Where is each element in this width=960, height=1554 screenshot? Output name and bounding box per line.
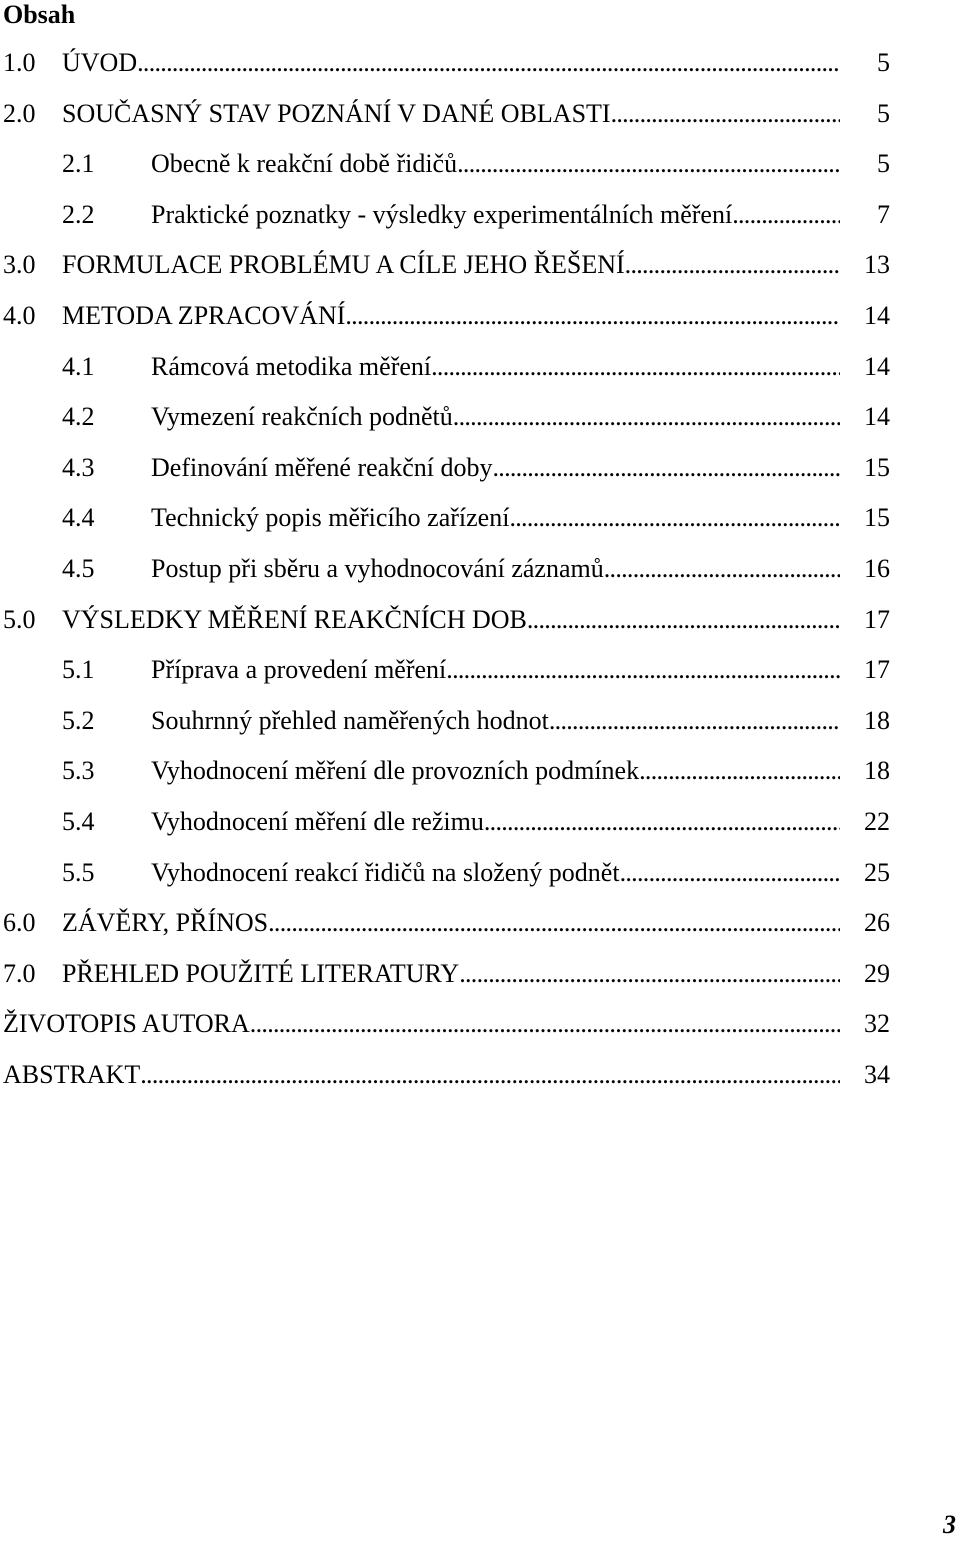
toc-entry-link[interactable] [151,645,840,696]
toc-dot-leader [140,1050,840,1101]
toc-entry-link[interactable] [62,949,840,1000]
toc-dot-leader [625,240,840,291]
toc-entry[interactable] [0,392,960,443]
toc-dot-leader [527,595,840,646]
toc-entry[interactable] [0,544,960,595]
toc-entry-title: SOUČASNÝ STAV POZNÁNÍ V DANÉ OBLASTI [62,98,611,128]
toc-entry-page: 16 [864,553,890,583]
toc-entry-number: 5.4 [62,806,95,836]
toc-entry-number: 4.2 [62,402,95,432]
toc-entry-number: 4.4 [62,503,95,533]
toc-entry-number: 2.0 [3,98,36,128]
toc-entry-link[interactable] [151,544,840,595]
toc-dot-leader [459,949,840,1000]
toc-entry[interactable] [0,240,960,291]
toc-entry-number: 5.5 [62,857,95,887]
toc-entry-title: ŽIVOTOPIS AUTORA [3,1009,250,1039]
toc-entry-title: Postup při sběru a vyhodnocování záznamů [151,553,604,583]
toc-entry-title: Technický popis měřicího zařízení [151,503,510,533]
toc-entry-title: ABSTRAKT [3,1059,141,1089]
toc-entry-link[interactable] [62,291,840,342]
toc-dot-leader [509,493,840,544]
toc-entry-title: Vymezení reakčních podnětů [151,402,453,432]
toc-entry-link[interactable] [151,848,840,899]
toc-entry-link[interactable] [151,392,840,443]
toc-entry-title: METODA ZPRACOVÁNÍ [62,300,346,330]
toc-entry-number: 1.0 [3,48,36,77]
toc-entry-link[interactable] [62,898,840,949]
toc-entry-number: 5.2 [62,705,95,735]
toc-entry-link[interactable] [151,342,840,393]
toc-entry-page: 5 [877,149,890,179]
toc-entry-page: 17 [864,655,890,685]
toc-entry-title: PŘEHLED POUŽITÉ LITERATURY [62,958,460,988]
toc-entry-number: 4.0 [3,300,36,330]
toc-entry-page: 15 [864,452,890,482]
toc-entry-number: 3.0 [3,250,36,280]
toc-entry-title: ZÁVĚRY, PŘÍNOS [62,908,269,938]
toc-dot-leader [620,848,840,899]
toc-dot-leader [250,999,840,1050]
toc-entry-page: 14 [864,402,890,432]
toc-dot-leader [431,342,840,393]
toc-entry-link[interactable] [151,190,840,241]
toc-entry-page: 15 [864,503,890,533]
toc-entry-number: 2.2 [62,199,95,229]
toc-entry-number: 5.0 [3,604,36,634]
toc-entry-title: Vyhodnocení měření dle režimu [151,806,484,836]
toc-entry-link[interactable] [3,999,840,1050]
toc-dot-leader [446,645,840,696]
toc-dot-leader [604,544,840,595]
toc-entry[interactable] [0,746,960,797]
toc-entry-page: 5 [877,98,890,128]
toc-dot-leader [453,392,840,443]
toc-entry[interactable] [0,949,960,1000]
toc-entry-title: FORMULACE PROBLÉMU A CÍLE JEHO ŘEŠENÍ [62,250,625,280]
toc-dot-leader [639,746,840,797]
toc-entry-page: 7 [877,199,890,229]
toc-entry-number: 6.0 [3,908,36,938]
table-of-contents [0,38,960,1100]
toc-entry-page: 17 [864,604,890,634]
toc-entry[interactable] [0,898,960,949]
page-number: 3 [943,1510,956,1539]
toc-entry[interactable] [0,190,960,241]
toc-entry[interactable] [0,696,960,747]
toc-entry-title: Definování měřené reakční doby [151,452,493,482]
toc-entry[interactable] [0,1050,960,1101]
toc-dot-leader [549,696,840,747]
toc-entry[interactable] [0,645,960,696]
toc-entry-page: 13 [864,250,890,280]
toc-entry-title: Praktické poznatky - výsledky experimentálních měření [151,199,733,229]
toc-entry[interactable] [0,443,960,494]
toc-entry-page: 34 [864,1059,890,1089]
toc-entry-link[interactable] [3,1050,840,1101]
toc-entry-title: ÚVOD [62,48,138,77]
toc-entry[interactable] [0,89,960,140]
toc-entry-title: Rámcová metodika měření [151,351,432,381]
toc-dot-leader [268,898,840,949]
toc-entry-page: 14 [864,300,890,330]
toc-entry-title: Vyhodnocení reakcí řidičů na složený podnět [151,857,620,887]
toc-dot-leader [492,443,840,494]
toc-entry-link[interactable] [151,443,840,494]
toc-entry[interactable] [0,797,960,848]
toc-entry-link[interactable] [151,797,840,848]
toc-dot-leader [484,797,840,848]
toc-entry[interactable] [0,38,960,89]
toc-entry[interactable] [0,342,960,393]
toc-entry-title: Příprava a provedení měření [151,655,447,685]
toc-entry-link[interactable] [151,139,840,190]
toc-entry[interactable] [0,493,960,544]
toc-entry[interactable] [0,595,960,646]
toc-entry[interactable] [0,139,960,190]
toc-entry-link[interactable] [62,595,840,646]
toc-entry-number: 4.1 [62,351,95,381]
toc-entry-page: 26 [864,908,890,938]
toc-entry-link[interactable] [151,696,840,747]
toc-entry-page: 25 [864,857,890,887]
toc-entry-title: Souhrnný přehled naměřených hodnot [151,705,549,735]
toc-entry-number: 2.1 [62,149,95,179]
toc-entry-page: 22 [864,806,890,836]
toc-entry-number: 4.5 [62,553,95,583]
toc-entry-number: 7.0 [3,958,36,988]
toc-dot-leader [457,139,840,190]
toc-entry-number: 4.3 [62,452,95,482]
toc-entry-link[interactable] [62,38,840,89]
toc-entry-number: 5.1 [62,655,95,685]
toc-entry-title: Obecně k reakční době řidičů [151,149,458,179]
toc-entry-link[interactable] [151,746,840,797]
toc-dot-leader [611,89,840,140]
toc-dot-leader [732,190,840,241]
toc-dot-leader [137,38,840,89]
toc-dot-leader [345,291,840,342]
page-title: Obsah [3,0,76,29]
toc-entry-link[interactable] [62,89,840,140]
toc-entry-page: 29 [864,958,890,988]
toc-entry-page: 5 [877,48,890,77]
toc-entry-title: VÝSLEDKY MĚŘENÍ REAKČNÍCH DOB [62,604,527,634]
toc-entry[interactable] [0,848,960,899]
toc-entry-link[interactable] [151,493,840,544]
toc-entry[interactable] [0,291,960,342]
toc-entry-page: 18 [864,756,890,786]
toc-entry-link[interactable] [62,240,840,291]
toc-entry[interactable] [0,999,960,1050]
toc-entry-page: 14 [864,351,890,381]
toc-entry-page: 32 [864,1009,890,1039]
toc-entry-number: 5.3 [62,756,95,786]
toc-entry-page: 18 [864,705,890,735]
toc-entry-title: Vyhodnocení měření dle provozních podmínek [151,756,640,786]
